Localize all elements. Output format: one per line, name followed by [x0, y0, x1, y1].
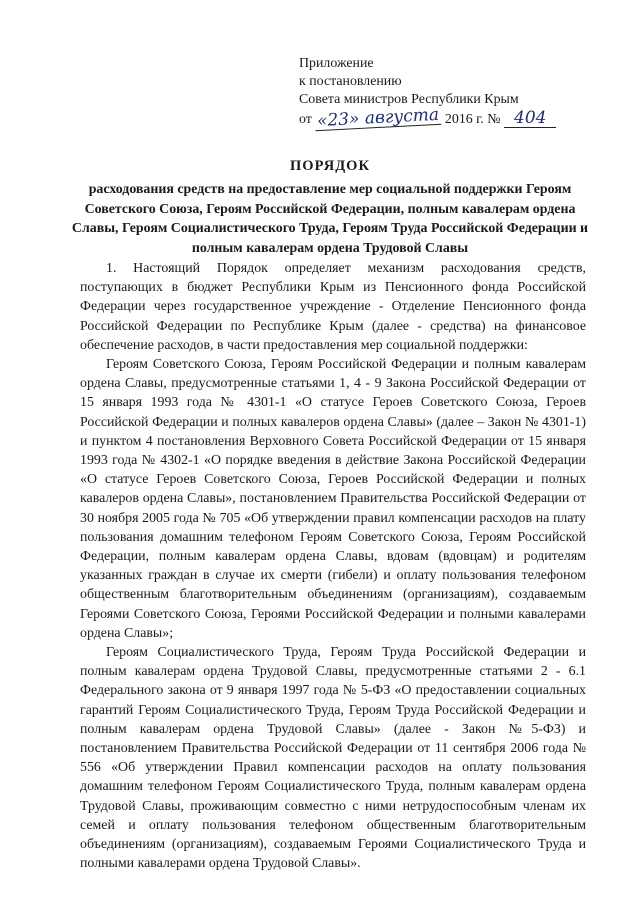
appendix-line-2: к постановлению: [299, 74, 402, 89]
title-block: [70, 156, 590, 258]
appendix-line-1: Приложение: [299, 56, 374, 71]
handwritten-number: 404: [504, 109, 556, 128]
handwritten-date: «23» августа: [316, 104, 440, 132]
paragraph-3: Героям Социалистического Труда, Героям Труда Российской Федерации и полным кавалерам ордена Трудовой Славы, предусмотренные статьями 2 - 6.1 Федерального закона от 9 января 1997 года № 5-ФЗ «О предоставлении социальных гарантий Героям Социалистического Труда, Героям Труда Российской Федерации и полным кавалерам ордена Трудовой Славы» (далее - Закон №5-ФЗ) и постановлением Правительства Российской Федерации от 11 сентября 2006 года № 556 «Об утверждении Правил компенсации расходов на оплату пользования домашним телефоном Героям Социалистического Труда, полным кавалерам ордена Трудовой Славы, проживающим совместно с ними нетрудоспособным членам их семей и оплату пользования телефоном общественным благотворительным объединениям (организациям), создаваемым Героями Социалистического Труда и полными кавалерами ордена Трудовой Славы».: [80, 645, 586, 872]
appendix-date-line: [299, 104, 619, 132]
document-title: ПОРЯДОК: [290, 158, 370, 174]
paragraph-2: Героям Советского Союза, Героям Российской Федерации и полным кавалерам ордена Славы, предусмотренные статьями 1, 4 - 9 Закона Российской Федерации от 15 января 1993 года № 4301-1 «О статусе Героев Советского Союза, Героев Российской Федерации и полных кавалеров ордена Славы» (далее – Закон № 4301-1) и пунктом 4 постановления Верховного Совета Российской Федерации от 15 января 1993 года № 4302-1 «О порядке введения в действие Закона Российской Федерации «О статусе Героев Советского Союза, Героев Российской Федерации и полных кавалеров ордена Славы», постановлением Правительства Российской Федерации от 30 ноября 2005 года № 705 «Об утверждении правил компенсации расходов на плату пользования домашним телефоном Героям Советского Союза, Героям Российской Федерации, полным кавалерам ордена Славы, вдовам (вдовцам) и родителям указанных граждан в случае их смерти (гибели) и оплату пользования телефоном общественным благотворительным объединениям (организациям), создаваемым Героями Советского Союза, Героями Российской Федерации и полными кавалерами ордена Славы»;: [80, 357, 586, 641]
document-subtitle: расходования средств на предоставление мер социальной поддержки Героям Советского Союза, Героям Российской Федерации, полным кавалерам ордена Славы, Героям Социалистического Труда, Героям Труда Российской Федерации и полным кавалерам ордена Трудовой Славы: [71, 182, 589, 256]
year-suffix: 2016 г. №: [444, 112, 501, 127]
document-body: [80, 259, 586, 874]
paragraph-1: 1. Настоящий Порядок определяет механизм расходования средств, поступающих в бюджет Республики Крым из Пенсионного фонда Российской Федерации через государственное учреждение - Отделение Пенсионного фонда Российской Федерации по Республике Крым (далее - средства) на финансовое обеспечение расходов, в части предоставления мер социальной поддержки:: [80, 261, 586, 353]
appendix-header: [299, 55, 619, 132]
appendix-line-3: Совета министров Республики Крым: [299, 92, 519, 107]
date-prefix: от: [299, 112, 312, 127]
